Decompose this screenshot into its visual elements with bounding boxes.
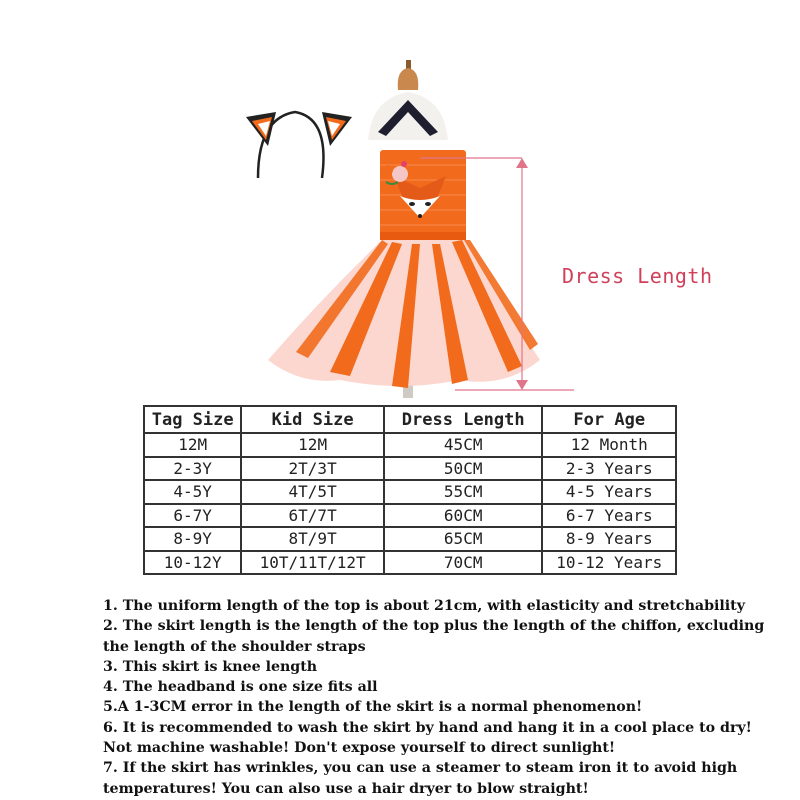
cell-tag-size: 2-3Y [144, 457, 241, 481]
size-chart-table [143, 405, 677, 575]
cell-for-age: 12 Month [542, 433, 676, 457]
care-notes [103, 596, 763, 799]
header-tag-size: Tag Size [144, 406, 241, 433]
cell-kid-size: 12M [241, 433, 384, 457]
note-line: Not machine washable! Don't expose yourself to direct sunlight! [103, 740, 616, 757]
table-row [144, 480, 676, 504]
cell-tag-size: 10-12Y [144, 551, 241, 575]
cell-dress-length: 45CM [384, 433, 543, 457]
cell-dress-length: 70CM [384, 551, 543, 575]
table-row [144, 504, 676, 528]
note-line: 3. This skirt is knee length [103, 658, 318, 675]
cell-tag-size: 4-5Y [144, 480, 241, 504]
note-line: 6. It is recommended to wash the skirt by hand and hang it in a cool place to dry! [103, 719, 752, 736]
note-line: 4. The headband is one size fits all [103, 679, 378, 696]
note-line: 5.A 1-3CM error in the length of the skirt is a normal phenomenon! [103, 699, 643, 716]
cell-for-age: 10-12 Years [542, 551, 676, 575]
table-row [144, 433, 676, 457]
cell-for-age: 4-5 Years [542, 480, 676, 504]
header-dress-length: Dress Length [384, 406, 543, 433]
cell-tag-size: 6-7Y [144, 504, 241, 528]
cell-for-age: 8-9 Years [542, 527, 676, 551]
cell-tag-size: 8-9Y [144, 527, 241, 551]
cell-for-age: 6-7 Years [542, 504, 676, 528]
table-row [144, 527, 676, 551]
cell-kid-size: 8T/9T [241, 527, 384, 551]
cell-for-age: 2-3 Years [542, 457, 676, 481]
cell-kid-size: 4T/5T [241, 480, 384, 504]
header-for-age: For Age [542, 406, 676, 433]
cell-tag-size: 12M [144, 433, 241, 457]
cell-dress-length: 55CM [384, 480, 543, 504]
tutu-skirt [268, 240, 540, 388]
note-line: 2. The skirt length is the length of the top plus the length of the chiffon, excluding [103, 618, 765, 635]
cell-kid-size: 10T/11T/12T [241, 551, 384, 575]
note-line: 1. The uniform length of the top is about 21cm, with elasticity and stretchability [103, 598, 745, 614]
header-kid-size: Kid Size [241, 406, 384, 433]
note-line: 7. If the skirt has wrinkles, you can use a steamer to steam iron it to avoid high [103, 760, 738, 777]
fox-ear-headband [246, 112, 352, 178]
table-row [144, 457, 676, 481]
cell-dress-length: 50CM [384, 457, 543, 481]
table-header-row [144, 406, 676, 433]
cell-dress-length: 60CM [384, 504, 543, 528]
dress-length-label: Dress Length [562, 264, 713, 288]
cell-kid-size: 2T/3T [241, 457, 384, 481]
table-row [144, 551, 676, 575]
note-line: temperatures! You can also use a hair dryer to blow straight! [103, 780, 589, 797]
cell-dress-length: 65CM [384, 527, 543, 551]
note-line: the length of the shoulder straps [103, 638, 366, 655]
cell-kid-size: 6T/7T [241, 504, 384, 528]
